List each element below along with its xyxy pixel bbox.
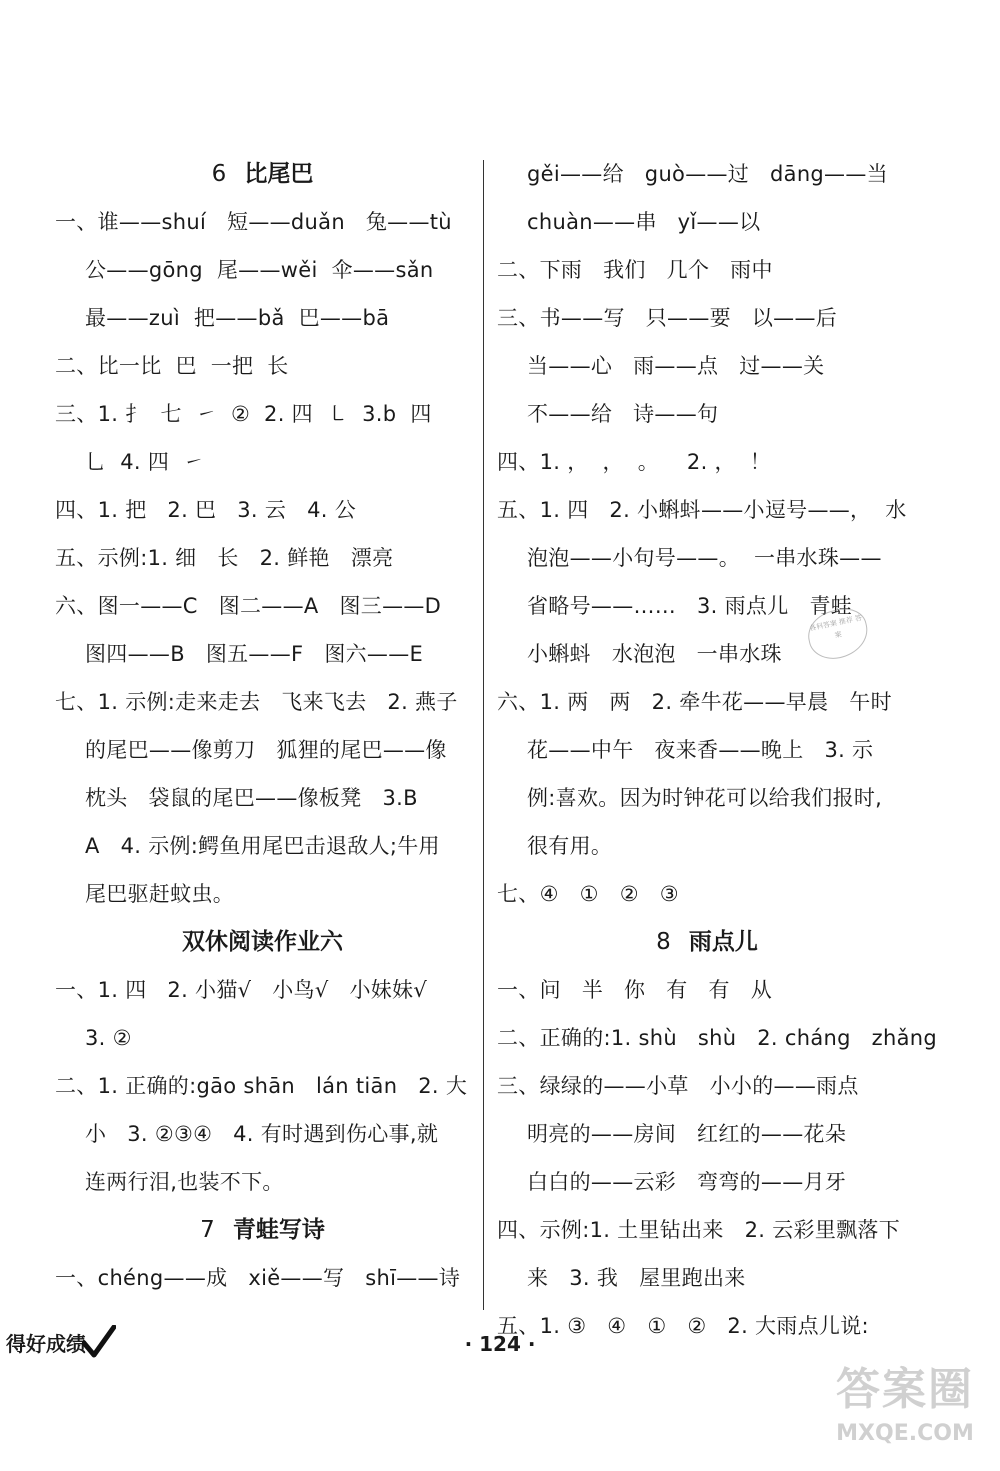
answer-line: 连两行泪,也装不下。 (85, 1170, 284, 1194)
right-column (497, 150, 937, 1350)
answer-line: 五、1. ③ ④ ① ② 2. 大雨点儿说: (497, 1314, 869, 1338)
answer-line: 三、书——写 只——要 以——后 (497, 306, 838, 330)
answer-line: 一、chéng——成 xiě——写 shī——诗 (55, 1266, 461, 1290)
lesson-6-title: 6 比尾巴 (211, 161, 314, 187)
answer-line: 泡泡——小句号——。 一串水珠—— (527, 546, 882, 570)
answer-line: 四、1. ， ， 。 2. ， ！ (497, 450, 772, 474)
answer-line: 小 3. ②③④ 4. 有时遇到伤心事,就 (85, 1122, 439, 1146)
answer-line: 尾巴驱赶蚊虫。 (85, 882, 235, 906)
answer-line: 当——心 雨——点 过——关 (527, 354, 825, 378)
answer-line: 七、④ ① ② ③ (497, 882, 679, 906)
answer-line: 公——gōng 尾——wěi 伞——sǎn (85, 258, 434, 282)
answer-line: 图四——B 图五——F 图六——E (85, 642, 424, 666)
answer-line: 一、1. 四 2. 小猫√ 小鸟√ 小妹妹√ (55, 978, 428, 1002)
answer-line: 小蝌蚪 水泡泡 一串水珠 (527, 642, 782, 666)
answer-line: 不——给 诗——句 (527, 402, 719, 426)
answer-line: 五、示例:1. 细 长 2. 鲜艳 漂亮 (55, 546, 394, 570)
left-column (55, 150, 470, 1302)
answer-line: 例:喜欢。因为时钟花可以给我们报时, (527, 786, 883, 810)
answer-line: chuàn——串 yǐ——以 (527, 210, 761, 234)
answer-line: A 4. 示例:鳄鱼用尾巴击退敌人;牛用 (85, 834, 440, 858)
answer-line: 二、比一比 巴 一把 长 (55, 354, 289, 378)
lesson-8-title: 8 雨点儿 (656, 929, 758, 955)
answer-line: 来 3. 我 屋里跑出来 (527, 1266, 746, 1290)
answer-line: 的尾巴——像剪刀 狐狸的尾巴——像 (85, 738, 447, 762)
stamp-seal: 各科答案 推荐 答案 (804, 604, 873, 663)
answer-line: 花——中午 夜来香——晚上 3. 示 (527, 738, 874, 762)
answer-line: 白白的——云彩 弯弯的——月牙 (527, 1170, 847, 1194)
lesson-7-title: 7 青蛙写诗 (200, 1217, 325, 1243)
answer-line: 四、示例:1. 土里钻出来 2. 云彩里飘落下 (497, 1218, 901, 1242)
answer-line: 明亮的——房间 红红的——花朵 (527, 1122, 847, 1146)
brand-logo: 得好成绩 (6, 1325, 116, 1359)
answer-line: 四、1. 把 2. 巴 3. 云 4. 公 (55, 498, 357, 522)
answer-line: gěi——给 guò——过 dāng——当 (527, 162, 888, 186)
answer-line: 一、谁——shuí 短——duǎn 兔——tù (55, 210, 452, 234)
weekend-reading-title: 双休阅读作业六 (182, 929, 343, 955)
answer-line: 枕头 袋鼠的尾巴——像板凳 3.B (85, 786, 418, 810)
answer-line: 六、1. 两 两 2. 牵牛花——早晨 午时 (497, 690, 892, 714)
answer-line: 二、1. 正确的:gāo shān lán tiān 2. 大 (55, 1074, 468, 1098)
answer-line: 二、下雨 我们 几个 雨中 (497, 258, 773, 282)
column-divider (483, 160, 484, 1310)
answer-line: 很有用。 (527, 834, 613, 858)
answer-line: 省略号——…… 3. 雨点儿 青蛙 (527, 594, 853, 618)
watermark: 答案圈 MXQE.COM (836, 1364, 974, 1446)
answer-line: 七、1. 示例:走来走去 飞来飞去 2. 燕子 (55, 690, 458, 714)
answer-line: 3. ② (85, 1026, 132, 1050)
answer-line: 三、1. 扌 七 ㇀ ② 2. 四 ㇄ 3.b 四 (55, 402, 432, 426)
answer-line: 一、问 半 你 有 有 从 (497, 978, 773, 1002)
page-number: · 124 · (464, 1332, 536, 1356)
answer-line: 三、绿绿的——小草 小小的——雨点 (497, 1074, 859, 1098)
answer-line: 乚 4. 四 ㇀ (85, 450, 205, 474)
answer-line: 二、正确的:1. shù shù 2. cháng zhǎng (497, 1026, 937, 1050)
answer-line: 最——zuì 把——bǎ 巴——bā (85, 306, 390, 330)
answer-line: 五、1. 四 2. 小蝌蚪——小逗号——， 水 (497, 498, 907, 522)
answer-line: 六、图一——C 图二——A 图三——D (55, 594, 442, 618)
